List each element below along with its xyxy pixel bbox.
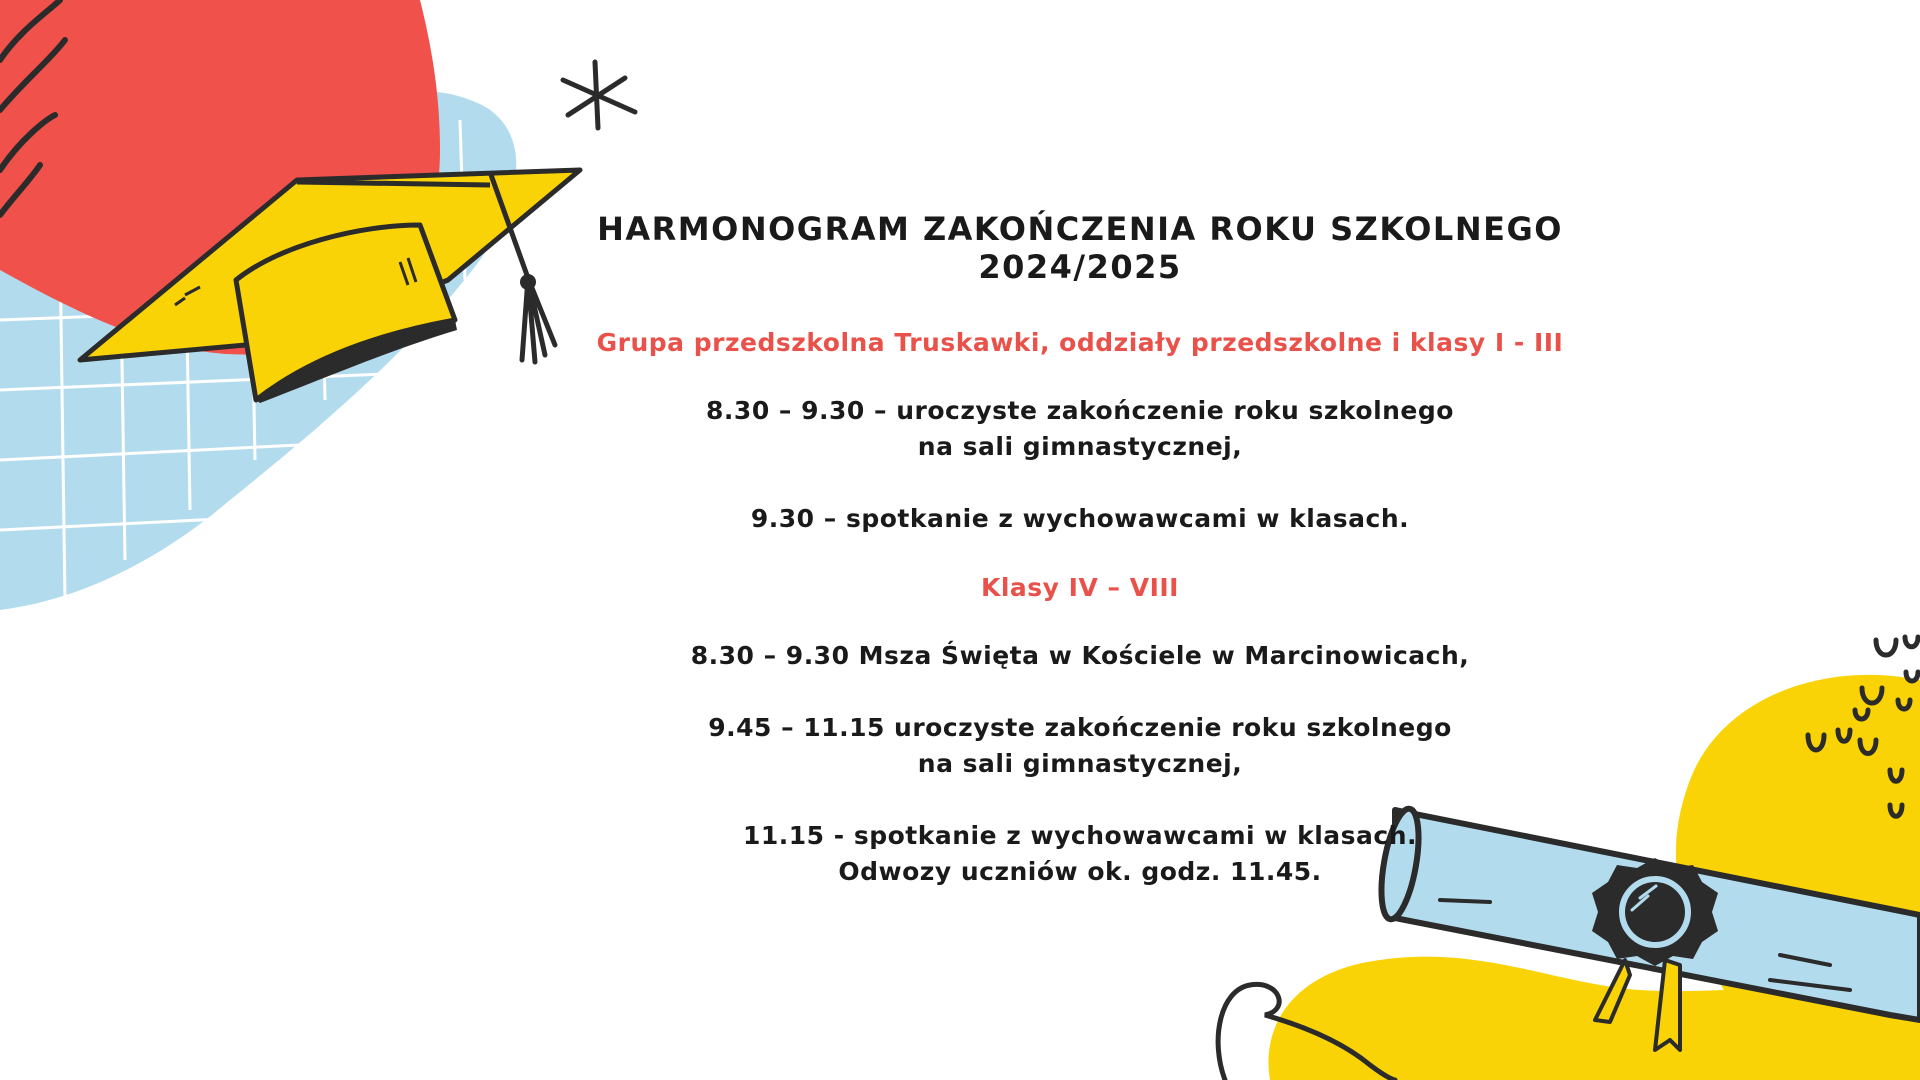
schedule-item [540, 818, 1620, 890]
schedule-content [540, 210, 1620, 926]
schedule-item-line: 8.30 – 9.30 Msza Święta w Kościele w Marcinowicach, [690, 641, 1470, 670]
schedule-item [540, 501, 1620, 537]
schedule-item-line: Odwozy uczniów ok. godz. 11.45. [838, 857, 1322, 886]
schedule-item-line: na sali gimnastycznej, [917, 432, 1243, 461]
schedule-item-line: 9.30 – spotkanie z wychowawcami w klasach. [750, 504, 1410, 533]
page-title: HARMONOGRAM ZAKOŃCZENIA ROKU SZKOLNEGO 2024/2025 [597, 210, 1563, 286]
group-heading-preschool: Grupa przedszkolna Truskawki, oddziały przedszkolne i klasy I - III [596, 328, 1564, 357]
schedule-item-line: 11.15 - spotkanie z wychowawcami w klasach. [742, 821, 1418, 850]
schedule-item [540, 393, 1620, 465]
star-sparkle-icon [563, 62, 635, 128]
schedule-item [540, 638, 1620, 674]
schedule-item-line: na sali gimnastycznej, [917, 749, 1243, 778]
group-heading-grades-4-8: Klasy IV – VIII [980, 573, 1179, 602]
schedule-item [540, 710, 1620, 782]
schedule-item-line: 9.45 – 11.15 uroczyste zakończenie roku szkolnego [708, 713, 1452, 742]
schedule-item-line: 8.30 – 9.30 – uroczyste zakończenie roku szkolnego [706, 396, 1454, 425]
